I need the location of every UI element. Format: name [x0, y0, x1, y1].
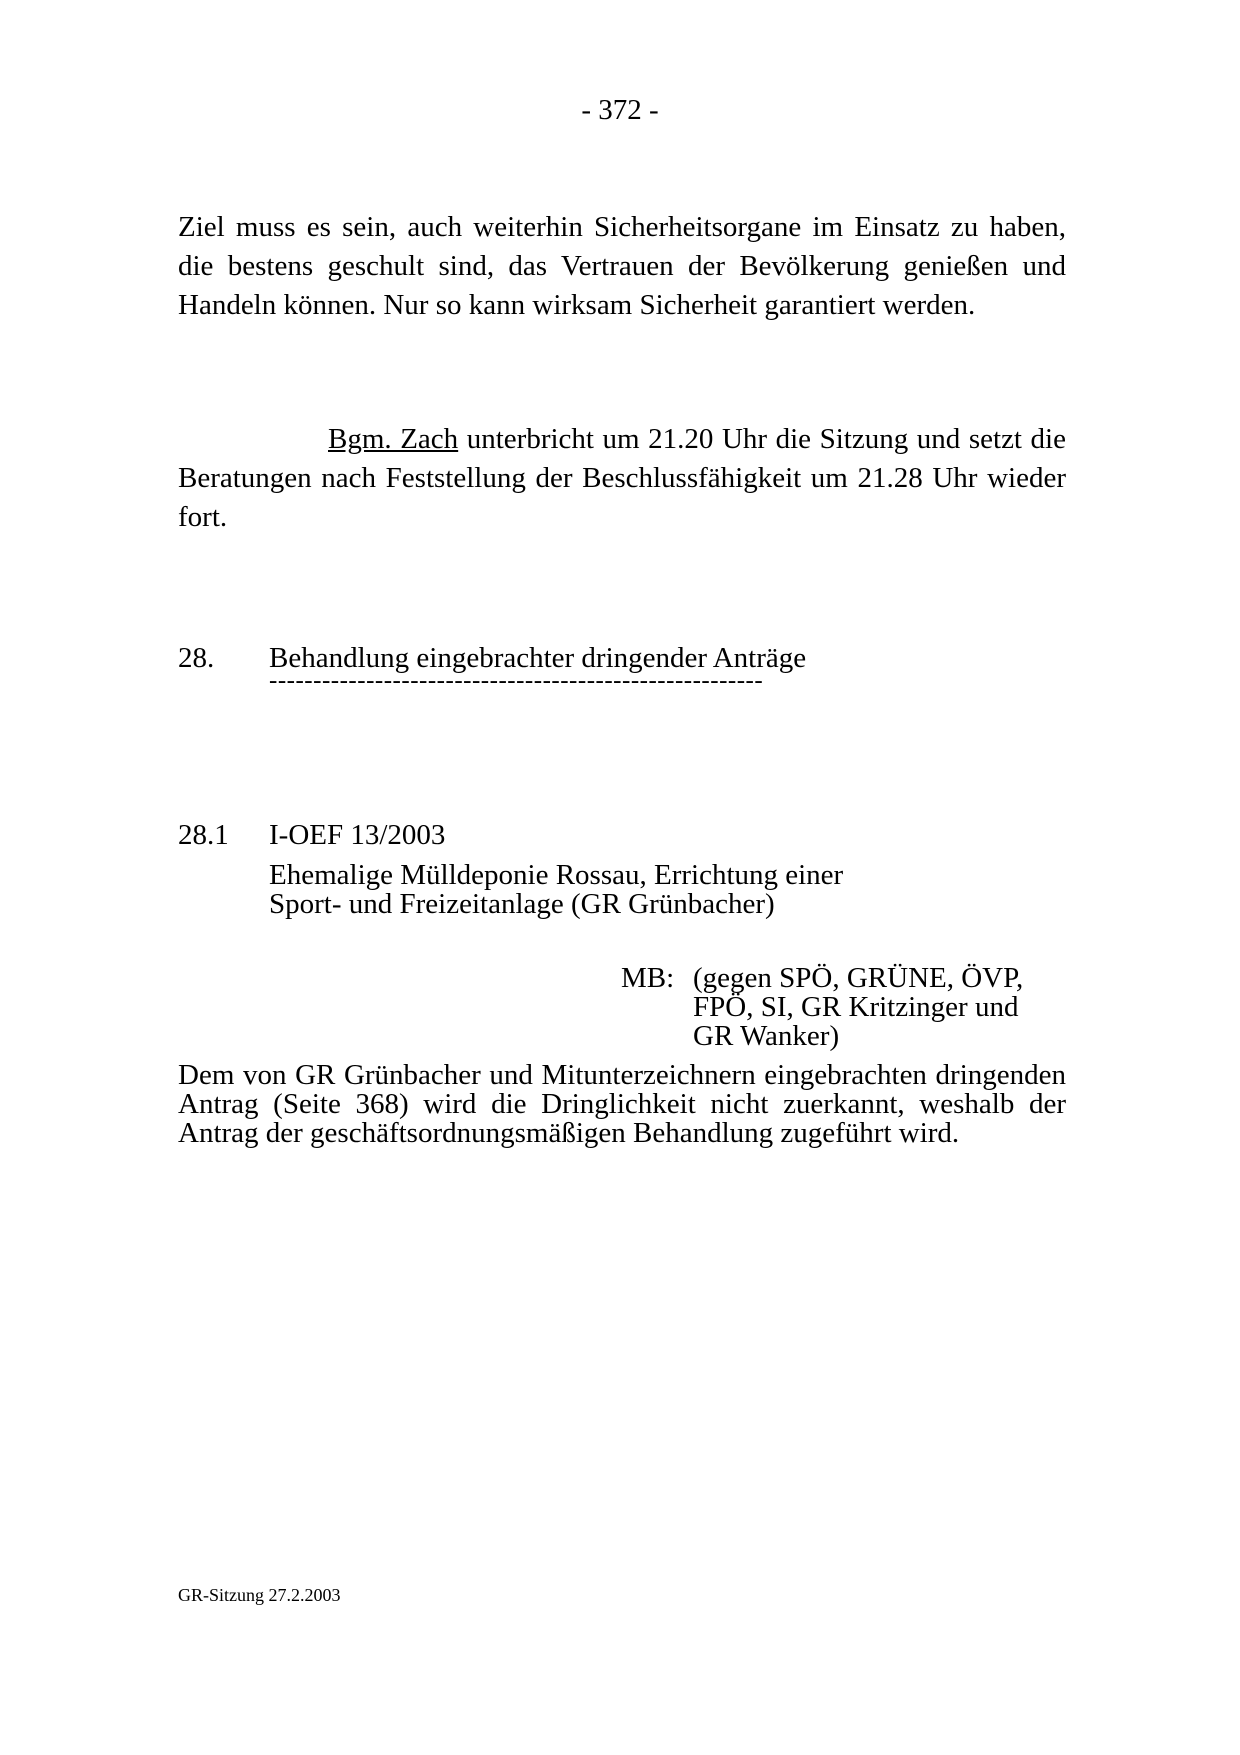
subject-line: Sport- und Freizeitanlage (GR Grünbacher) — [269, 888, 775, 920]
paragraph-security-goal: Ziel muss es sein, auch weiterhin Sicherheitsorgane im Einsatz zu haben, die bestens geschult sind, das Vertrauen der Bevölkerung genießen und Handeln können. Nur so kann wirksam Sicherheit garantiert werden. — [178, 211, 1066, 321]
vote-line: (gegen SPÖ, GRÜNE, ÖVP, — [693, 962, 1024, 994]
item-28-1-subject — [269, 861, 843, 919]
vote-line: FPÖ, SI, GR Kritzinger und — [693, 991, 1019, 1023]
item-28-number: 28. — [178, 642, 215, 674]
subject-line: Ehemalige Mülldeponie Rossau, Errichtung einer — [269, 859, 844, 891]
vote-label: MB: — [621, 962, 675, 994]
resolution-text: Dem von GR Grünbacher und Mitunterzeichnern eingebrachten dringenden Antrag (Seite 368) wird die Dringlichkeit nicht zuerkannt, weshalb der Antrag der geschäftsordnungsmäßigen Behandlung zugeführt wird. — [178, 1059, 1066, 1149]
item-28-1-number: 28.1 — [178, 819, 229, 851]
vote-result — [693, 964, 1023, 1051]
speaker-name: Bgm. Zach — [328, 423, 459, 455]
item-28-title: Behandlung eingebrachter dringender Anträge — [269, 642, 807, 674]
item-28-dash-underline: -------------------------------------------------------- — [269, 667, 764, 694]
paragraph-session-break — [178, 420, 1066, 537]
vote-line: GR Wanker) — [693, 1020, 840, 1052]
paragraph-session-break-text: unterbricht um 21.20 Uhr die Sitzung und setzt die Beratungen nach Feststellung der Beschlussfähigkeit um 21.28 Uhr wieder fort. — [178, 423, 1066, 533]
footer-session-date: GR-Sitzung 27.2.2003 — [178, 1585, 341, 1605]
item-28-1-reference: I-OEF 13/2003 — [269, 819, 446, 851]
page-number: - 372 - — [581, 94, 659, 126]
